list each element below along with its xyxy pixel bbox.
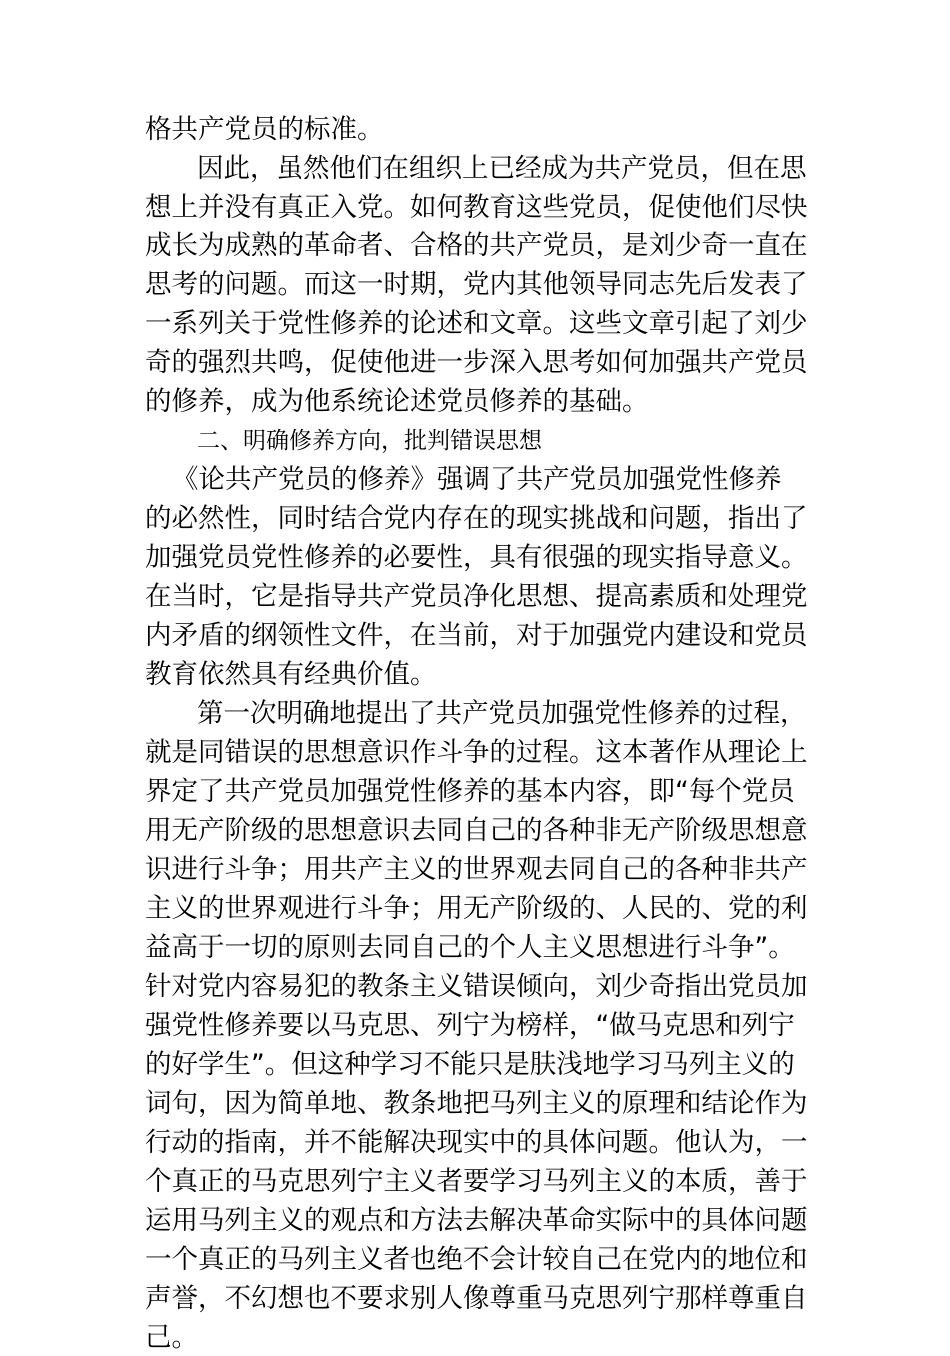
- text-line: 想上并没有真正入党。如何教育这些党员，促使他们尽快: [145, 192, 808, 223]
- text-line: 针对党内容易犯的教条主义错误倾向，刘少奇指出党员加: [145, 971, 808, 1002]
- text-line: 的修养，成为他系统论述党员修养的基础。: [145, 386, 649, 417]
- text-line: 格共产党员的标准。: [145, 114, 384, 145]
- text-line: 行动的指南，并不能解决现实中的具体问题。他认为，一: [145, 1127, 808, 1158]
- text-line: 己。: [145, 1322, 198, 1353]
- text-line: 词句，因为简单地、教条地把马列主义的原理和结论作为: [145, 1088, 808, 1119]
- text-line: 益高于一切的原则去同自己的个人主义思想进行斗争”。: [145, 932, 795, 963]
- text-line: 的好学生”。但这种学习不能只是肤浅地学习马列主义的: [145, 1049, 795, 1080]
- text-line: 思考的问题。而这一时期，党内其他领导同志先后发表了: [145, 269, 808, 300]
- text-line: 就是同错误的思想意识作斗争的过程。这本著作从理论上: [145, 737, 808, 768]
- text-line: 的必然性，同时结合党内存在的现实挑战和问题，指出了: [145, 503, 808, 534]
- text-line: 用无产阶级的思想意识去同自己的各种非无产阶级思想意: [145, 815, 808, 846]
- text-line: 教育依然具有经典价值。: [145, 659, 437, 690]
- text-line: 内矛盾的纲领性文件，在当前，对于加强党内建设和党员: [145, 620, 808, 651]
- text-line: 界定了共产党员加强党性修养的基本内容，即“每个党员: [145, 776, 795, 807]
- text-line: 一系列关于党性修养的论述和文章。这些文章引起了刘少: [145, 308, 808, 339]
- text-line: 声誉，不幻想也不要求别人像尊重马克思列宁那样尊重自: [145, 1283, 808, 1314]
- text-line: 一个真正的马列主义者也绝不会计较自己在党内的地位和: [145, 1244, 808, 1275]
- section-heading: 二、明确修养方向，批判错误思想: [197, 428, 542, 454]
- paragraph-first-line: 《论共产党员的修养》强调了共产党员加强党性修养: [172, 464, 782, 495]
- text-line: 识进行斗争；用共产主义的世界观去同自己的各种非共产: [145, 854, 808, 885]
- text-line: 运用马列主义的观点和方法去解决革命实际中的具体问题: [145, 1205, 808, 1236]
- text-line: 成长为成熟的革命者、合格的共产党员，是刘少奇一直在: [145, 230, 808, 261]
- text-line: 强党性修养要以马克思、列宁为榜样，“做马克思和列宁: [145, 1010, 795, 1041]
- text-line: 在当时，它是指导共产党员净化思想、提高素质和处理党: [145, 581, 808, 612]
- paragraph-first-line: 因此，虽然他们在组织上已经成为共产党员，但在思: [197, 153, 807, 184]
- text-line: 奇的强烈共鸣，促使他进一步深入思考如何加强共产党员: [145, 347, 808, 378]
- text-line: 主义的世界观进行斗争；用无产阶级的、人民的、党的利: [145, 893, 808, 924]
- text-line: 个真正的马克思列宁主义者要学习马列主义的本质，善于: [145, 1166, 808, 1197]
- paragraph-first-line: 第一次明确地提出了共产党员加强党性修养的过程，: [197, 698, 807, 729]
- text-line: 加强党员党性修养的必要性，具有很强的现实指导意义。: [145, 542, 808, 573]
